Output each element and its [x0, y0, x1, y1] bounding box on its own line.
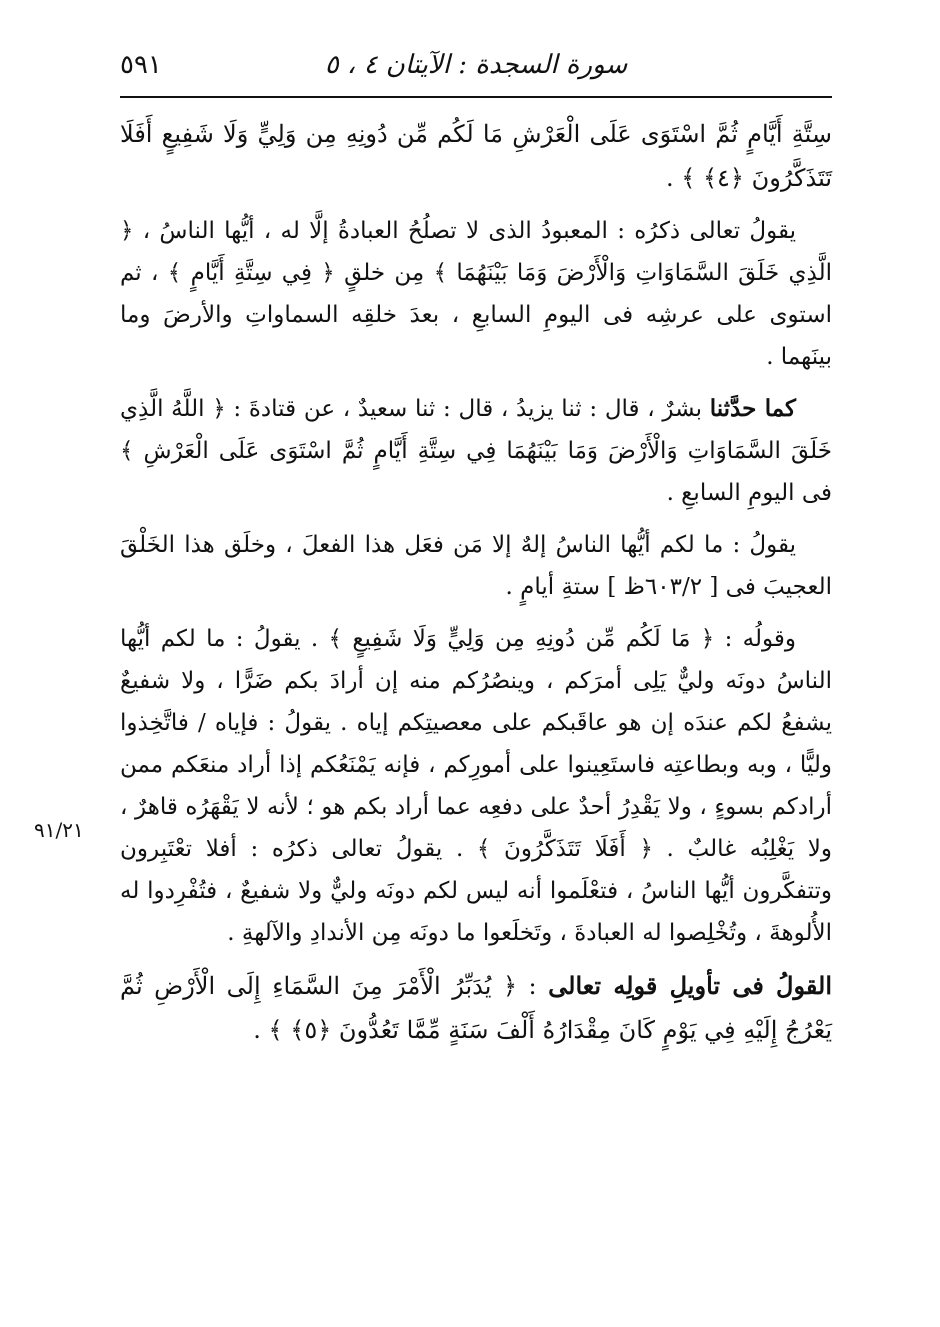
main-text — [120, 112, 832, 1062]
commentary-paragraph-3: وقولُه : ﴿ مَا لَكُم مِّن دُونِهِ مِن وَلِيٍّ وَلَا شَفِيعٍ ﴾ . يقولُ : ما لكم أيُّها الناسُ دونَه وليٌّ يَلِى أمرَكم ، وينصُرُكم منه إن أرادَ بكم ضَرًّا ، ولا شفيعٌ يشفعُ لكم عندَه إن هو عاقَبكم على معصيتِكم إياه . يقولُ : فإياه / فاتَّخِذوا وليًّا ، وبه وبطاعتِه فاستَعِينوا على أمورِكم ، فإنه يَمْنَعُكم إذا أراد منعَكم ممن أرادكم بسوءٍ ، ولا يَقْدِرُ أحدٌ على دفعِه عما أراد بكم هو ؛ لأنه لا يَقْهَرُه قاهرٌ ، ولا يَغْلِبُه غالبٌ . ﴿ أَفَلَا تَتَذَكَّرُونَ ﴾ . يقولُ تعالى ذكرُه : أفلا تعْتَبِرون وتتفكَّرون أيُّها الناسُ ، فتعْلَموا أنه ليس لكم دونَه وليٌّ ولا شفيعٌ ، فتُفْرِدوا له الأُلوهةَ ، وتُخْلِصوا له العبادةَ ، وتَخلَعوا ما دونَه مِن الأندادِ والآلهةِ . — [120, 626, 832, 946]
narration-lead: كما حدَّثنا — [709, 395, 797, 422]
verse-text: : ﴿ يُدَبِّرُ الْأَمْرَ مِنَ السَّمَاءِ إِلَى الْأَرْضِ ثُمَّ يَعْرُجُ إِلَيْهِ فِي يَوْمٍ كَانَ مِقْدَارُهُ أَلْفَ سَنَةٍ مِّمَّا تَعُدُّونَ ﴿٥﴾ ﴾ . — [120, 972, 832, 1044]
verse-heading-paragraph — [120, 964, 832, 1052]
running-title: سورة السجدة : الآيتان ٤ ، ٥ — [324, 50, 628, 80]
margin-reference: ٩١/٢١ — [34, 818, 84, 842]
page-number: ٥٩١ — [120, 50, 162, 80]
commentary-paragraph: يقولُ تعالى ذكرُه : المعبودُ الذى لا تصلُحُ العبادةُ إلَّا له ، أيُّها الناسُ ، ﴿ الَّذِي خَلَقَ السَّمَاوَاتِ وَالْأَرْضَ وَمَا بَيْنَهُمَا ﴾ مِن خلقٍ ﴿ فِي سِتَّةِ أَيَّامٍ ﴾ ، ثم استوى على عرشِه فى اليومِ السابعِ ، بعدَ خلقِه السماواتِ والأرضَ وما بينَهما . — [120, 218, 832, 370]
narration-paragraph — [120, 388, 832, 514]
narration-text: بشرٌ ، قال : ثنا يزيدُ ، قال : ثنا سعيدٌ ، عن قتادةَ : ﴿ اللَّهُ الَّذِي خَلَقَ السَّمَاوَاتِ وَالْأَرْضَ وَمَا بَيْنَهُمَا فِي سِتَّةِ أَيَّامٍ ثُمَّ اسْتَوَى عَلَى الْعَرْشِ ﴾ فى اليومِ السابعِ . — [120, 396, 832, 506]
commentary-paragraph-2: يقولُ : ما لكم أيُّها الناسُ إلهٌ إلا مَن فعَل هذا الفعلَ ، وخلَق هذا الخَلْقَ العجيبَ فى [ ٦٠٣/٢ظ ] ستةِ أيامٍ . — [120, 532, 832, 600]
section-heading: القولُ فى تأويلِ قولِه تعالى — [548, 971, 833, 1000]
verse-continuation: سِتَّةِ أَيَّامٍ ثُمَّ اسْتَوَى عَلَى الْعَرْشِ مَا لَكُم مِّن دُونِهِ مِن وَلِيٍّ وَلَا شَفِيعٍ أَفَلَا تَتَذَكَّرُونَ ﴿٤﴾ ﴾ . — [120, 120, 832, 192]
page-header — [120, 40, 832, 98]
